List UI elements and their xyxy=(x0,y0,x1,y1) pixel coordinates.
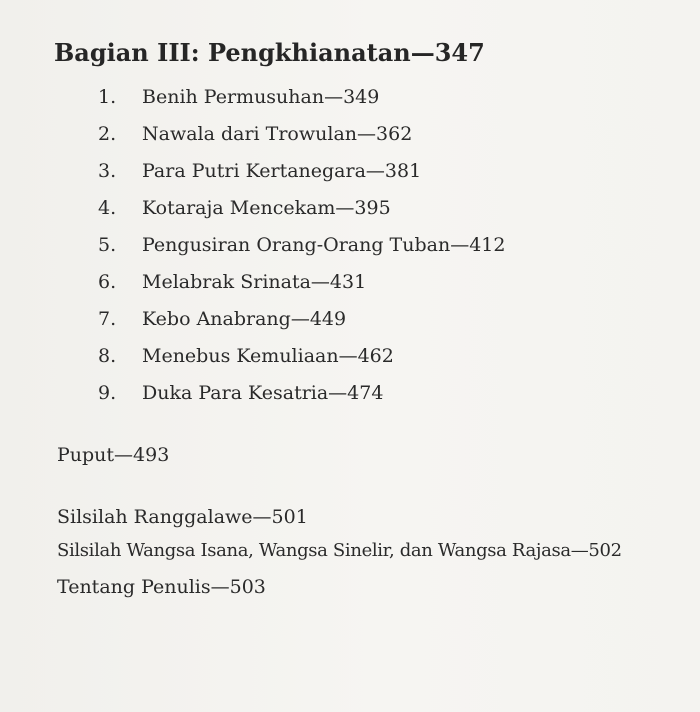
chapter-title: Pengusiran Orang-Orang Tuban—412 xyxy=(142,234,506,256)
chapter-number: 3. xyxy=(98,160,117,182)
silsilah-wangsa-entry: Silsilah Wangsa Isana, Wangsa Sinelir, dan Wangsa Rajasa—502 xyxy=(57,540,622,561)
chapter-title: Menebus Kemuliaan—462 xyxy=(142,345,394,367)
chapter-number: 4. xyxy=(98,197,117,219)
chapter-number: 9. xyxy=(98,382,117,404)
chapter-title: Para Putri Kertanegara—381 xyxy=(142,160,422,182)
puput-entry: Puput—493 xyxy=(57,444,170,466)
chapter-title: Nawala dari Trowulan—362 xyxy=(142,123,413,145)
chapter-title: Benih Permusuhan—349 xyxy=(142,86,380,108)
chapter-title: Kotaraja Mencekam—395 xyxy=(142,197,391,219)
chapter-number: 8. xyxy=(98,345,117,367)
tentang-penulis-entry: Tentang Penulis—503 xyxy=(57,576,266,598)
chapter-number: 1. xyxy=(98,86,117,108)
chapter-title: Melabrak Srinata—431 xyxy=(142,271,367,293)
silsilah-ranggalawe-entry: Silsilah Ranggalawe—501 xyxy=(57,506,308,528)
chapter-title: Kebo Anabrang—449 xyxy=(142,308,347,330)
chapter-number: 6. xyxy=(98,271,117,293)
chapter-number: 5. xyxy=(98,234,117,256)
chapter-title: Duka Para Kesatria—474 xyxy=(142,382,384,404)
section-heading: Bagian III: Pengkhianatan—347 xyxy=(54,38,485,67)
chapter-number: 7. xyxy=(98,308,117,330)
chapter-number: 2. xyxy=(98,123,117,145)
